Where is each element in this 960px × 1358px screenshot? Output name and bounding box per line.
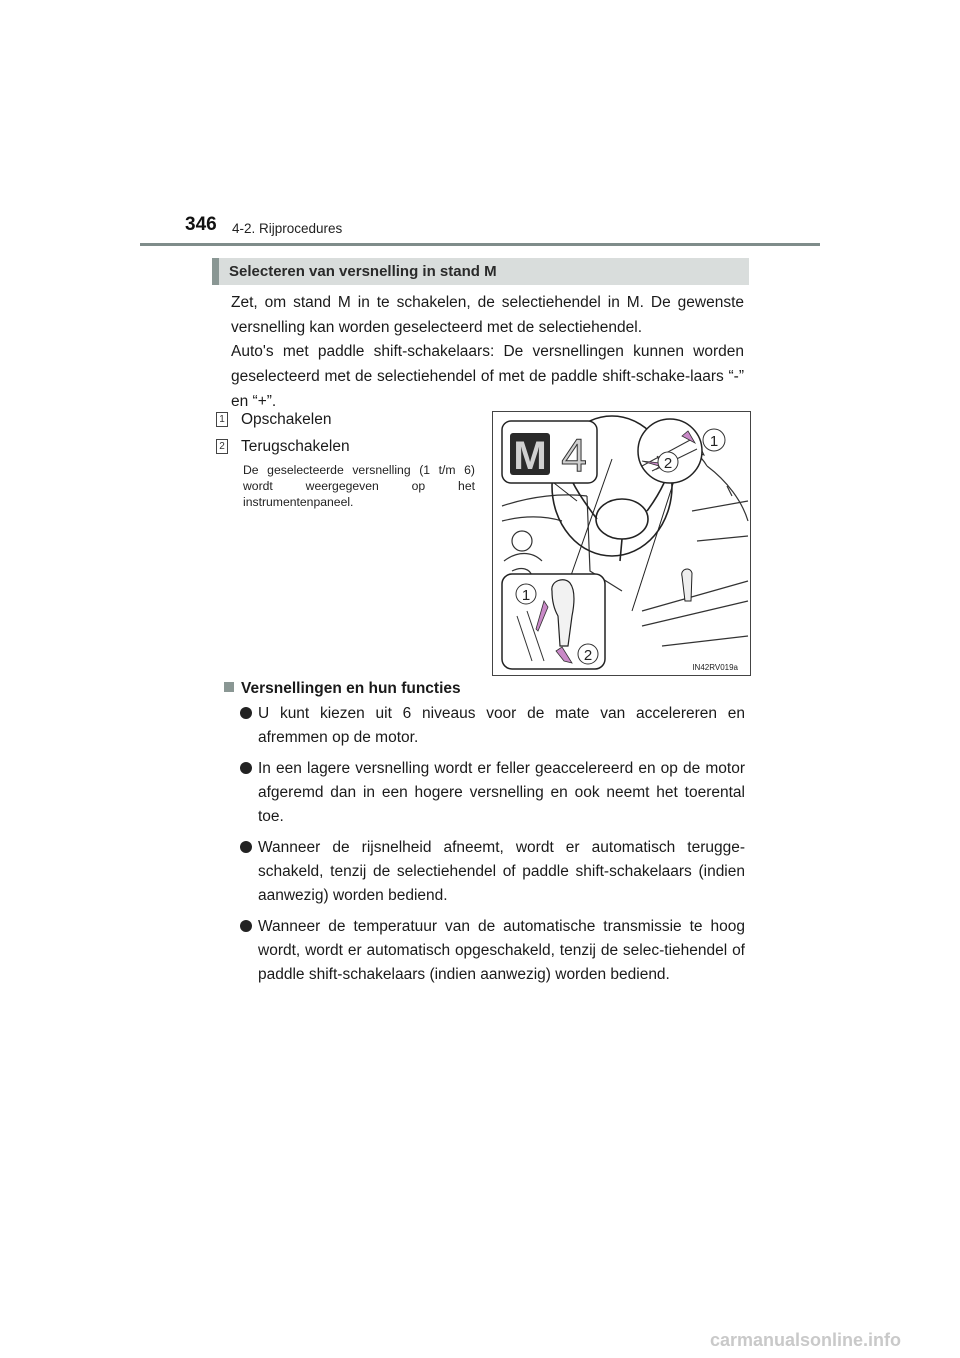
shift-illustration <box>492 411 751 676</box>
bullet-dot-icon <box>240 707 252 719</box>
number-badge: 1 <box>216 412 228 427</box>
gear-number: 4 <box>561 429 587 481</box>
list-item-downshift <box>216 436 350 458</box>
list-item-upshift <box>216 409 331 431</box>
list-item: In een lagere versnelling wordt er feller geaccelereerd en op de motor afgeremd dan in een hogere versnelling en ook neemt het toerental toe. <box>240 757 745 829</box>
bullet-dot-icon <box>240 920 252 932</box>
shift-lever-inset <box>502 574 605 669</box>
page-number: 346 <box>185 214 217 235</box>
square-bullet-icon <box>224 682 234 692</box>
section-heading: Selecteren van versnelling in stand M <box>212 258 749 285</box>
gear-display-note: De geselecteerde versnelling (1 t/m 6) wordt weergegeven op het instrumentenpaneel. <box>243 463 475 509</box>
callout-2-paddle: 2 <box>663 455 673 472</box>
bullet-dot-icon <box>240 841 252 853</box>
gear-mode-letter: M <box>513 434 547 478</box>
figure-code: IN42RV019a <box>692 663 738 672</box>
bullet-dot-icon <box>240 762 252 774</box>
callout-1-paddle: 1 <box>709 433 719 450</box>
watermark: carmanualsonline.info <box>710 1330 902 1350</box>
paragraph-intro: Zet, om stand M in te schakelen, de selectiehendel in M. De gewenste versnelling kan worden geselecteerd met de selectiehendel. <box>231 294 744 336</box>
list-item: Wanneer de temperatuur van de automatische transmissie te hoog wordt, wordt er automatisch opgeschakeld, tenzij de selec-tiehendel of paddle shift-schakelaars (indien aanwezig) worden bediend. <box>240 915 745 987</box>
gears-heading <box>224 678 461 700</box>
gear-display-inset <box>502 421 597 483</box>
item-label: Terugschakelen <box>241 438 350 455</box>
item-label: Opschakelen <box>241 411 332 428</box>
paragraph-paddle-shift: Auto's met paddle shift-schakelaars: De versnellingen kunnen worden geselecteerd met de selectiehendel of met de paddle shift-schake-laars “-” en “+”. <box>231 343 744 410</box>
callout-1-lever: 1 <box>521 587 531 604</box>
gears-heading-text: Versnellingen en hun functies <box>241 680 461 697</box>
section-path: 4-2. Rijprocedures <box>232 221 343 236</box>
list-item: Wanneer de rijsnelheid afneemt, wordt er automatisch terugge-schakeld, tenzij de selectiehendel of paddle shift-schakelaars (indien aanwezig) worden bediend. <box>240 836 745 908</box>
list-item: U kunt kiezen uit 6 niveaus voor de mate van accelereren en afremmen op de motor. <box>240 702 745 750</box>
gears-bullet-list <box>240 702 745 994</box>
header-rule <box>140 243 820 246</box>
number-badge: 2 <box>216 439 228 454</box>
callout-2-lever: 2 <box>583 647 593 664</box>
